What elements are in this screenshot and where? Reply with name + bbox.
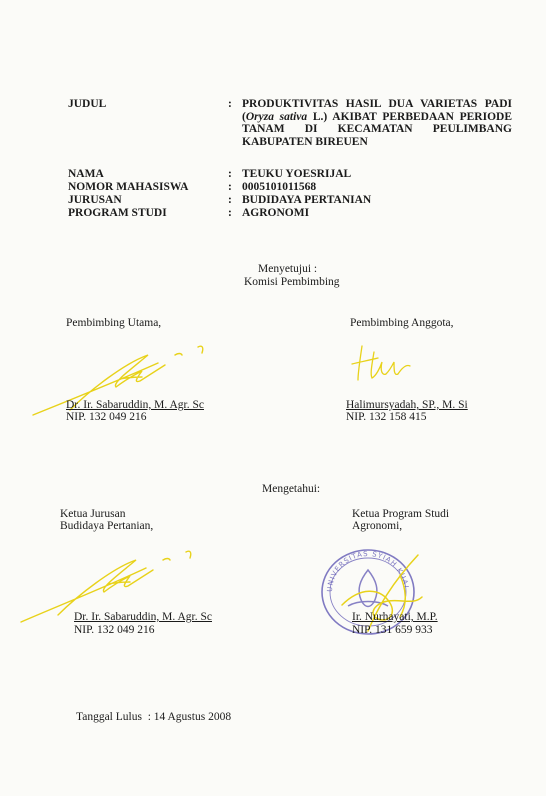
nim-label: NOMOR MAHASISWA: [68, 181, 189, 193]
title-scientific-name: Oryza sativa: [245, 110, 308, 123]
approval-committee: Komisi Pembimbing: [244, 276, 340, 288]
acknowledgement-heading: Mengetahui:: [262, 483, 321, 495]
title-line-2: (Oryza sativa L.) AKIBAT PERBEDAAN PERIODE: [242, 110, 512, 123]
main-supervisor-role: Pembimbing Utama,: [66, 317, 162, 329]
title-line-1: PRODUKTIVITAS HASIL DUA VARIETAS PADI: [242, 98, 512, 110]
head-program-name: Ir. Nurhayati, M.P.: [352, 611, 438, 623]
nama-label: NAMA: [68, 168, 104, 180]
signature-co-supervisor: [350, 342, 420, 387]
head-program-role-line2: Agronomi,: [352, 520, 403, 532]
main-supervisor-name: Dr. Ir. Sabaruddin, M. Agr. Sc: [66, 399, 204, 411]
co-supervisor-role: Pembimbing Anggota,: [350, 317, 454, 329]
co-supervisor-name: Halimursyadah, SP., M. Si: [346, 399, 468, 411]
nama-colon: :: [228, 168, 232, 180]
head-program-role-line1: Ketua Program Studi: [352, 508, 450, 520]
co-supervisor-nip: NIP. 132 158 415: [346, 411, 427, 423]
thesis-title: [242, 98, 512, 148]
jurusan-value: BUDIDAYA PERTANIAN: [242, 194, 372, 206]
head-program-nip: NIP. 131 659 933: [352, 624, 433, 636]
nama-value: TEUKU YOESRIJAL: [242, 168, 352, 180]
jurusan-colon: :: [228, 194, 232, 206]
prodi-colon: :: [228, 207, 232, 219]
title-line-4: KABUPATEN BIREUEN: [242, 135, 368, 148]
prodi-label: PROGRAM STUDI: [68, 207, 167, 219]
title-line-3: TANAM DI KECAMATAN PEULIMBANG: [242, 123, 512, 136]
main-supervisor-nip: NIP. 132 049 216: [66, 411, 147, 423]
jurusan-label: JURUSAN: [68, 194, 122, 206]
nim-colon: :: [228, 181, 232, 193]
head-department-name: Dr. Ir. Sabaruddin, M. Agr. Sc: [74, 611, 212, 623]
judul-colon: :: [228, 98, 232, 110]
graduation-date: Tanggal Lulus : 14 Agustus 2008: [76, 711, 232, 723]
approval-heading: Menyetujui :: [258, 263, 318, 275]
head-department-role-line2: Budidaya Pertanian,: [60, 520, 154, 532]
prodi-value: AGRONOMI: [242, 207, 310, 219]
nim-value: 0005101011568: [242, 181, 317, 193]
head-department-nip: NIP. 132 049 216: [74, 624, 155, 636]
judul-label: JUDUL: [68, 98, 107, 110]
head-department-role-line1: Ketua Jurusan: [60, 508, 126, 520]
stamp-text: UNIVERSITAS SYIAH KUALA: [315, 540, 411, 593]
